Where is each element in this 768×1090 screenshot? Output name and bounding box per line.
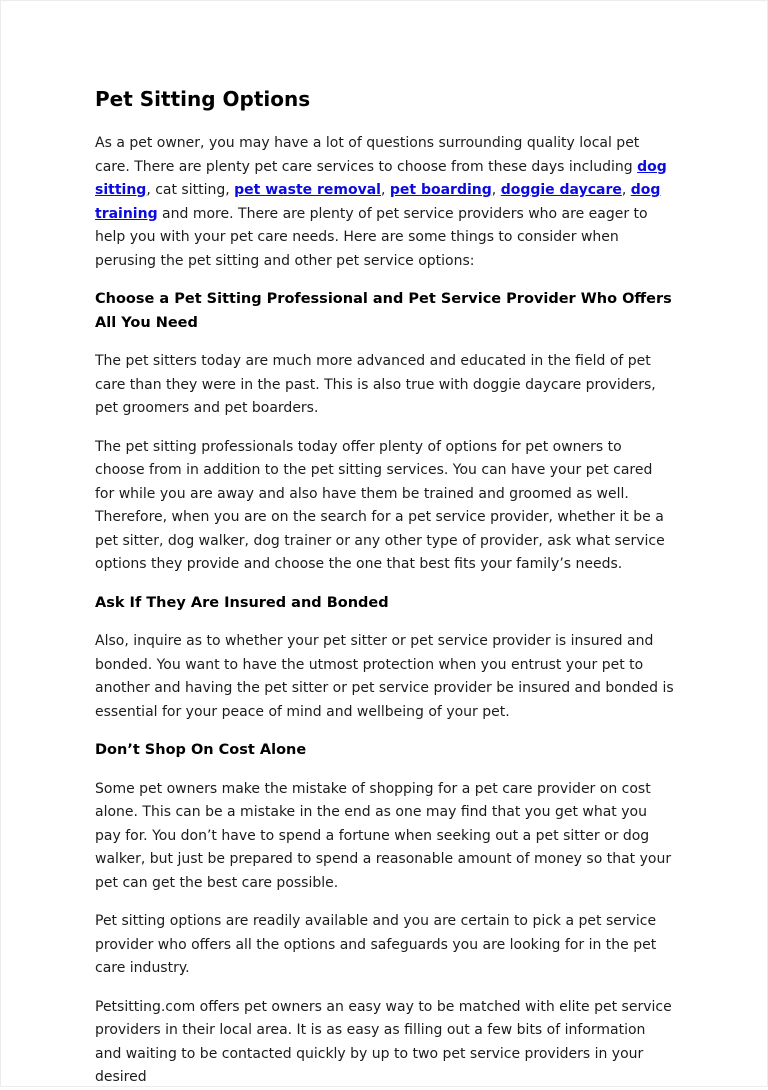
paragraph-pet-sitters-today: The pet sitters today are much more advanced and educated in the field of pet care than they were in the past. This is also true with doggie daycare providers, pet groomers and pet boarders.	[95, 353, 656, 416]
link-dog-training[interactable]: dog training	[95, 182, 661, 222]
link-pet-waste-removal[interactable]: pet waste removal	[234, 182, 381, 198]
text-run: , cat sitting,	[146, 182, 235, 198]
paragraph-insured-bonded: Also, inquire as to whether your pet sitter or pet service provider is insured and bonded. You want to have the utmost protection when you entrust your pet to another and having the pet sitter or pet service provider be insured and bonded is essential for your peace of mind and wellbeing of your pet.	[95, 633, 674, 720]
text-run: and more. There are plenty of pet service providers who are eager to help you with your pet care needs. Here are some things to consider when perusing the pet sitting and other pet service options:	[95, 205, 648, 269]
paragraph-options-available: Pet sitting options are readily available and you are certain to pick a pet service provider who offers all the options and safeguards you are looking for in the pet care industry.	[95, 913, 657, 976]
section-heading-choose-provider: Choose a Pet Sitting Professional and Pet Service Provider Who Offers All You Need	[95, 291, 672, 331]
link-pet-boarding[interactable]: pet boarding	[389, 182, 492, 198]
link-dog-sitting[interactable]: dog sitting	[95, 158, 667, 198]
link-doggie-daycare[interactable]: doggie daycare	[500, 182, 622, 198]
document-page	[1, 1, 767, 1090]
text-run: ,	[380, 182, 390, 198]
paragraph-cost-alone: Some pet owners make the mistake of shopping for a pet care provider on cost alone. This can be a mistake in the end as one may find that you get what you pay for. You don’t have to spend a fortune when seeking out a pet sitter or dog walker, but just be prepared to spend a reasonable amount of money so that your pet can get the best care possible.	[95, 780, 672, 891]
text-run: As a pet owner, you may have a lot of questions surrounding quality local pet care. There are plenty pet care services to choose from these days including	[95, 135, 640, 175]
intro-paragraph	[95, 132, 675, 273]
section-heading-insured-bonded: Ask If They Are Insured and Bonded	[95, 594, 389, 611]
text-run: ,	[621, 182, 631, 198]
text-run: ,	[491, 182, 501, 198]
page-title: Pet Sitting Options	[95, 87, 311, 111]
section-heading-cost-alone: Don’t Shop On Cost Alone	[95, 742, 307, 758]
paragraph-petsitting-com: Petsitting.com offers pet owners an easy way to be matched with elite pet service providers in their local area. It is as easy as filling out a few bits of information and waiting to be contacted quickly by up to two pet service providers in your desired	[95, 998, 672, 1085]
paragraph-pet-sitting-professionals: The pet sitting professionals today offer plenty of options for pet owners to choose from in addition to the pet sitting services. You can have your pet cared for while you are away and also have them be trained and groomed as well. Therefore, when you are on the search for a pet service provider, whether it be a pet sitter, dog walker, dog trainer or any other type of provider, ask what service options they provide and choose the one that best fits your family’s needs.	[95, 438, 665, 572]
